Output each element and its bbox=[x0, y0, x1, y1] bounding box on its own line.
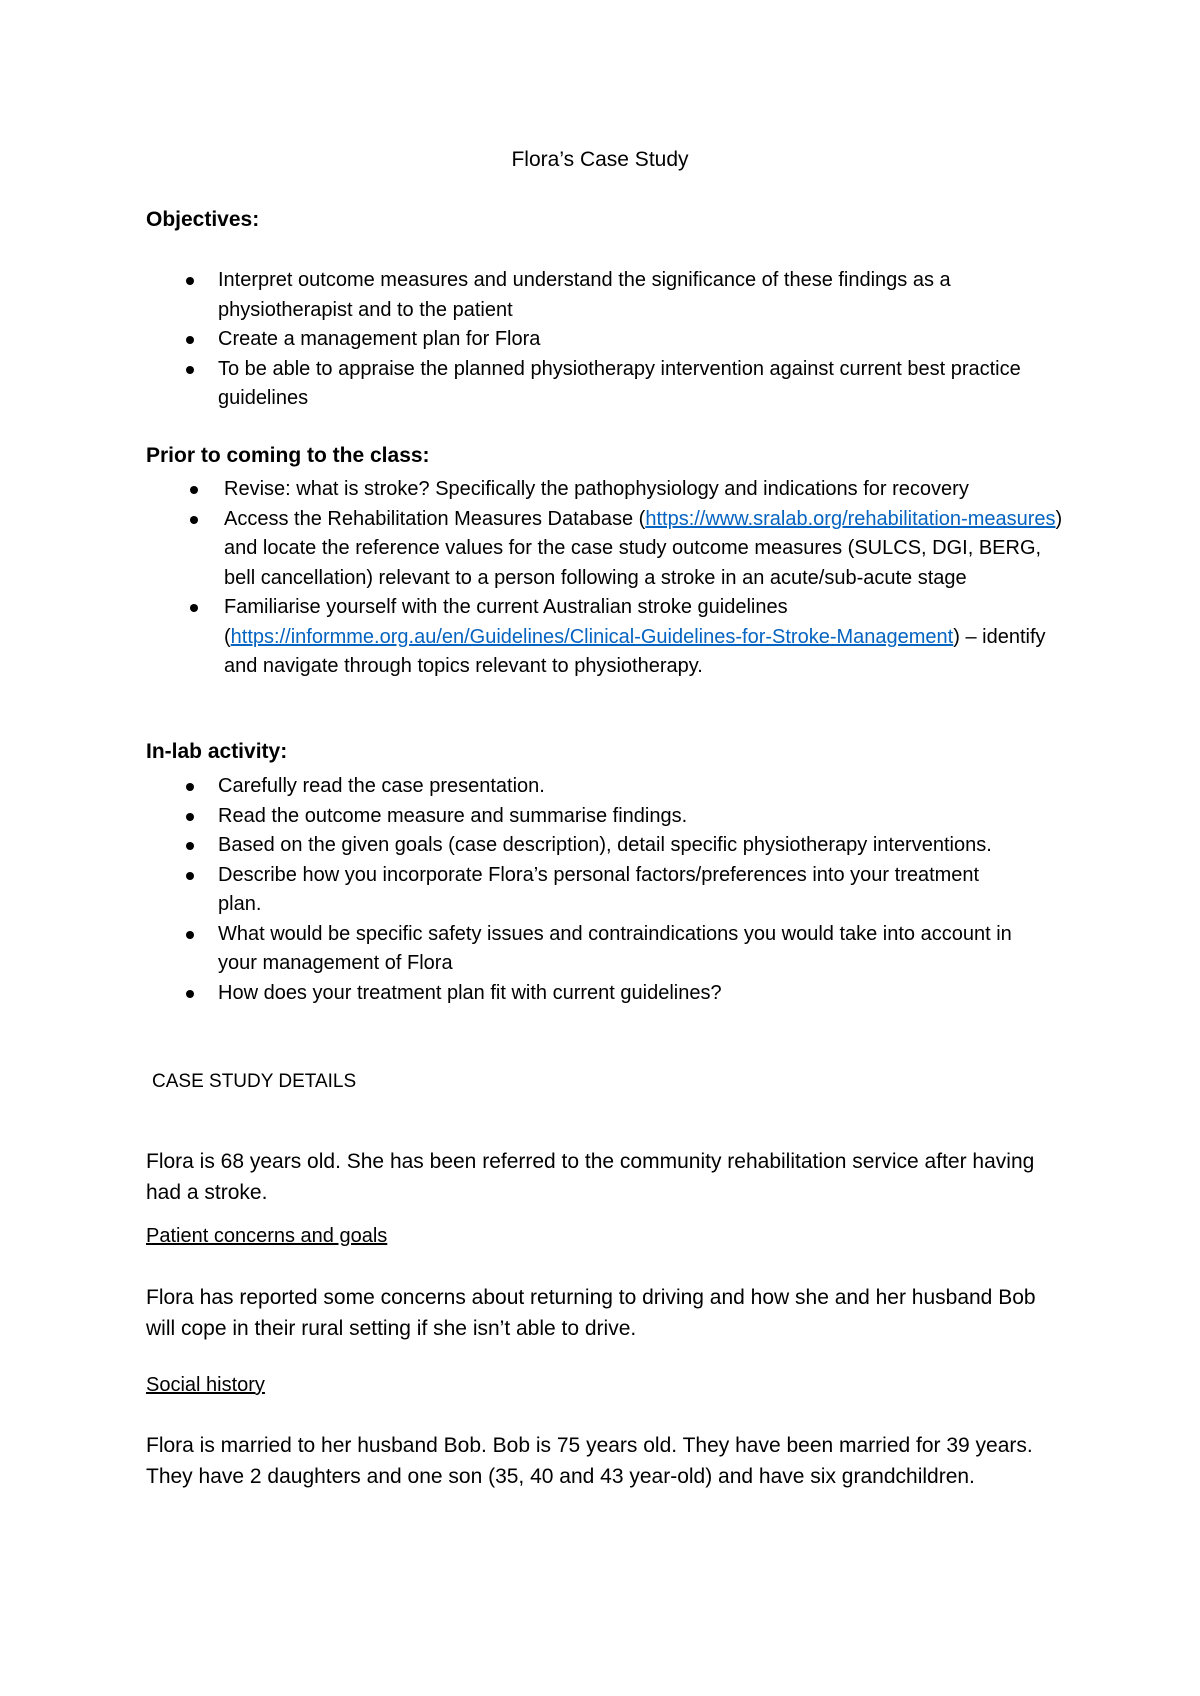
bullet-icon bbox=[186, 336, 194, 344]
list-item: How does your treatment plan fit with current guidelines? bbox=[146, 979, 1026, 1009]
bullet-icon bbox=[186, 783, 194, 791]
list-item: Describe how you incorporate Flora’s personal factors/preferences into your treatment plan. bbox=[146, 861, 1026, 920]
bullet-icon bbox=[186, 813, 194, 821]
prior-list bbox=[146, 475, 1066, 682]
list-item: Revise: what is stroke? Specifically the pathophysiology and indications for recovery bbox=[146, 475, 1066, 505]
list-item: Access the Rehabilitation Measures Database (https://www.sralab.org/rehabilitation-measures) and locate the reference values for the case study outcome measures (SULCS, DGI, BERG, bell cancellation) relevant to a person following a stroke in an acute/sub-acute stage bbox=[146, 505, 1066, 594]
sralab-link[interactable]: https://www.sralab.org/rehabilitation-measures bbox=[645, 507, 1056, 530]
bullet-icon bbox=[186, 842, 194, 850]
bullet-icon bbox=[190, 604, 198, 612]
inlab-heading: In-lab activity: bbox=[146, 740, 288, 763]
bullet-icon bbox=[186, 277, 194, 285]
list-item: Create a management plan for Flora bbox=[146, 325, 1066, 355]
document-title: Flora’s Case Study bbox=[511, 148, 689, 171]
objectives-list bbox=[146, 266, 1066, 414]
bullet-icon bbox=[186, 872, 194, 880]
social-paragraph: Flora is married to her husband Bob. Bob is 75 years old. They have been married for 39 years. They have 2 daughters and one son (35, 40 and 43 year-old) and have six grandchildren. bbox=[146, 1434, 1033, 1488]
bullet-icon bbox=[190, 516, 198, 524]
bullet-icon bbox=[190, 486, 198, 494]
list-item: Familiarise yourself with the current Australian stroke guidelines (https://informme.org.au/en/Guidelines/Clinical-Guidelines-for-Stroke-Management) – identify and navigate through topics relevant to physiotherapy. bbox=[146, 593, 1066, 682]
list-item: Read the outcome measure and summarise findings. bbox=[146, 802, 1026, 832]
list-item: Based on the given goals (case description), detail specific physiotherapy interventions. bbox=[146, 831, 1026, 861]
list-item: What would be specific safety issues and contraindications you would take into account in your management of Flora bbox=[146, 920, 1026, 979]
list-item: Interpret outcome measures and understand the significance of these findings as a physiotherapist and to the patient bbox=[146, 266, 1066, 325]
objectives-heading: Objectives: bbox=[146, 208, 260, 231]
concerns-paragraph: Flora has reported some concerns about returning to driving and how she and her husband Bob will cope in their rural setting if she isn’t able to drive. bbox=[146, 1286, 1036, 1340]
concerns-heading: Patient concerns and goals bbox=[146, 1225, 388, 1247]
list-item: To be able to appraise the planned physiotherapy intervention against current best practice guidelines bbox=[146, 355, 1066, 414]
bullet-icon bbox=[186, 931, 194, 939]
inlab-list bbox=[146, 772, 1026, 1008]
case-details-heading: CASE STUDY DETAILS bbox=[152, 1071, 357, 1092]
intro-paragraph: Flora is 68 years old. She has been referred to the community rehabilitation service after having had a stroke. bbox=[146, 1150, 1035, 1204]
bullet-icon bbox=[186, 366, 194, 374]
social-heading: Social history bbox=[146, 1374, 265, 1396]
prior-heading: Prior to coming to the class: bbox=[146, 444, 430, 467]
stroke-guidelines-link[interactable]: https://informme.org.au/en/Guidelines/Clinical-Guidelines-for-Stroke-Management bbox=[230, 625, 954, 648]
list-item: Carefully read the case presentation. bbox=[146, 772, 1026, 802]
bullet-icon bbox=[186, 990, 194, 998]
